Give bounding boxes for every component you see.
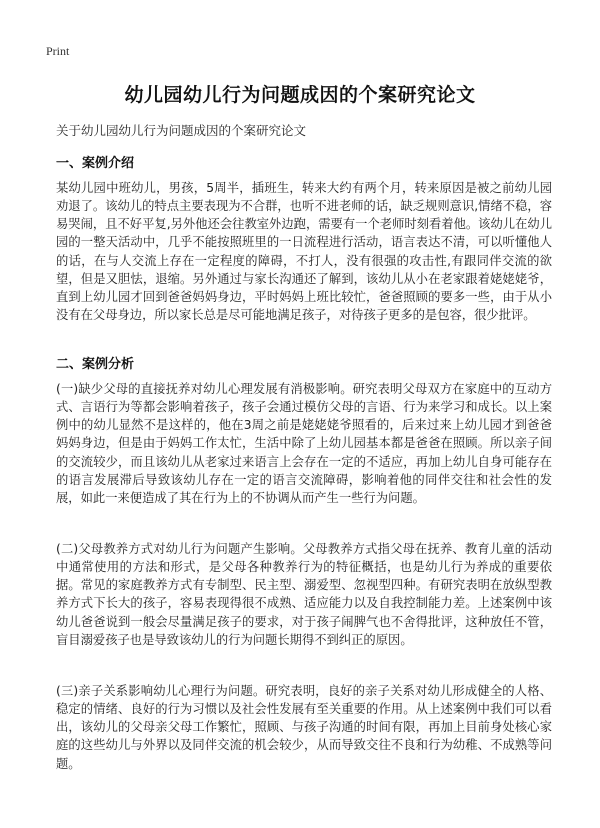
paragraph-analysis-3: (三)亲子关系影响幼儿心理行为问题。研究表明，良好的亲子关系对幼儿形成健全的人格、稳定的情绪、良好的行为习惯以及社会性发展有至关重要的作用。从上述案例中我们可以看出，该幼儿的父母亲父母工作繁忙，照顾、与孩子沟通的时间有限，再加上目前身处核心家庭的这些幼儿与外界以及同伴交流的机会较少，从而导致交往不良和行为幼稚、不成熟等问题。 [56,684,552,771]
document-subtitle: 关于幼儿园幼儿行为问题成因的个案研究论文 [56,123,307,138]
paragraph-case-intro: 某幼儿园中班幼儿，男孩，5周半，插班生，转来大约有两个月，转来原因是被之前幼儿园劝退了。该幼儿的特点主要表现为不合群，也听不进老师的话，缺乏规则意识,情绪不稳，容易哭闹，且不好平复,另外他还会往教室外边跑，需要有一个老师时刻看着他。该幼儿在幼儿园的一整天活动中，几乎不能按照班里的一日流程进行活动，语言表达不清，可以听懂他人的话，在与人交流上存在一定程度的障碍，不打人，没有很强的攻击性,有跟同伴交流的欲望，但是又胆怯，退缩。另外通过与家长沟通还了解到，该幼儿从小在老家跟着姥姥姥爷，直到上幼儿园才回到爸爸妈妈身边，平时妈妈上班比较忙，爸爸照顾的要多一些，由于从小没有在父母身边，所以家长总是尽可能地满足孩子，对待孩子更多的是包容，很少批评。 [56,181,552,323]
section-heading-case-intro: 一、案例介绍 [56,156,135,171]
print-label: Print [46,44,70,58]
paragraph-analysis-2: (二)父母教养方式对幼儿行为问题产生影响。父母教养方式指父母在抚养、教育儿童的活动中通常使用的方法和形式，是父母各种教养行为的特征概括，也是幼儿行为养成的重要依据。常见的家庭教养方式有专制型、民主型、溺爱型、忽视型四种。有研究表明在放纵型教养方式下长大的孩子，容易表现得很不成熟、适应能力以及自我控制能力差。上述案例中该幼儿爸爸说到一般会尽量满足孩子的要求，对于孩子闹脾气也不舍得批评，这种放任不管，盲目溺爱孩子也是导致该幼儿的行为问题长期得不到纠正的原因。 [56,542,552,647]
page-title: 幼儿园幼儿行为问题成因的个案研究论文 [124,84,476,106]
section-heading-case-analysis: 二、案例分析 [56,357,135,372]
paragraph-analysis-1: (一)缺少父母的直接抚养对幼儿心理发展有消极影响。研究表明父母双方在家庭中的互动方式、言语行为等都会影响着孩子，孩子会通过模仿父母的言语、行为来学习和成长。以上案例中的幼儿显然不是这样的，他在3周之前是姥姥姥爷照看的，后来过来上幼儿园才到爸爸妈妈身边，但是由于妈妈工作太忙，生活中除了上幼儿园基本都是爸爸在照顾。所以亲子间的交流较少，而且该幼儿从老家过来语言上会存在一定的不适应，再加上幼儿自身可能存在的语言发展滞后导致该幼儿存在一定的语言交流障碍，影响着他的同伴交往和社会性的发展，如此一来便造成了其在行为上的不协调从而产生一些行为问题。 [56,382,552,505]
